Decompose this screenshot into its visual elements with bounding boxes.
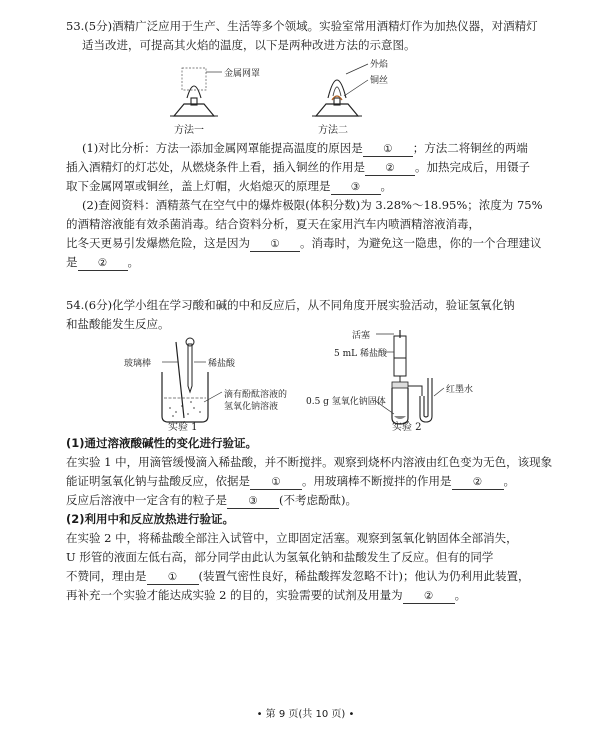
q53-p2-line1: (2)查阅资料：酒精蒸气在空气中的爆炸极限(体积分数)为 3.28%～18.95%；浓度为 75% bbox=[82, 198, 543, 212]
q53-p2-text-c: 比冬天更易引发爆燃危险，这是因为 bbox=[66, 236, 250, 250]
label-metal-net: 金属网罩 bbox=[224, 69, 261, 79]
label-solution-line1: 滴有酚酞溶液的 bbox=[224, 390, 288, 400]
q54-s2-line2: U 形管的液面左低右高，部分同学由此认为氢氧化钠和盐酸发生了反应。但有的同学 bbox=[66, 550, 494, 564]
q53-p1-text-d: 。加热完成后，用镊子 bbox=[415, 160, 530, 174]
q53-intro: 适当改进，可提高其火焰的温度，以下是两种改进方法的示意图。 bbox=[82, 38, 416, 52]
q53-p1-text-a: (1)对比分析：方法一添加金属网罩能提高温度的原因是 bbox=[82, 141, 363, 155]
caption-exp1: 实验 1 bbox=[168, 422, 198, 433]
label-copper-wire: 铜丝 bbox=[370, 76, 389, 86]
label-dilute-hcl-2: 5 mL 稀盐酸 bbox=[334, 349, 387, 359]
q53-p1-blank-3[interactable]: ③ bbox=[331, 180, 381, 195]
label-naoh-solid: 0.5 g 氢氧化钠固体 bbox=[306, 397, 386, 407]
q54-s1-line3 bbox=[66, 491, 357, 509]
q54-s1-text-e: 反应后溶液中一定含有的粒子是 bbox=[66, 493, 227, 507]
q53-header: 53.(5分)酒精广泛应用于生产、生活等多个领域。实验室常用酒精灯作为加热仪器，对酒精灯 bbox=[66, 19, 538, 33]
label-red-ink: 红墨水 bbox=[446, 385, 474, 395]
page-footer: • 第 9 页(共 10 页) • bbox=[256, 709, 355, 720]
q53-p2-line3 bbox=[66, 234, 542, 252]
q53-p2-blank-1[interactable]: ① bbox=[250, 237, 300, 252]
q53-p1-line2 bbox=[66, 158, 530, 176]
label-solution-line2: 氢氧化钠溶液 bbox=[224, 402, 279, 412]
q53-p1-text-f: 。 bbox=[380, 179, 392, 193]
q53-figure-method2 bbox=[296, 52, 456, 140]
q54-s1-text-f: (不考虑酚酞)。 bbox=[279, 493, 357, 507]
label-dilute-hcl-1: 稀盐酸 bbox=[208, 359, 236, 369]
q54-s1-blank-2[interactable]: ② bbox=[452, 475, 504, 490]
q53-p1-text-b: ；方法二将铜丝的两端 bbox=[412, 141, 528, 155]
q53-p1-text-c: 插入酒精灯的灯芯处，从燃烧条件上看，插入铜丝的作用是 bbox=[66, 160, 365, 174]
q54-s2-line4 bbox=[66, 586, 466, 604]
caption-method2: 方法二 bbox=[318, 125, 348, 136]
q54-s2-text-d: (装置气密性良好，稀盐酸挥发忽略不计)；他认为仍利用此装置， bbox=[198, 569, 530, 583]
q54-s2-text-c: 不赞同，理由是 bbox=[66, 569, 147, 583]
beaker-titration-diagram bbox=[118, 332, 318, 434]
q53-p2-line2: 的酒精溶液能有效杀菌消毒。结合资料分析，夏天在家用汽车内喷酒精溶液消毒， bbox=[66, 217, 480, 231]
q54-s2-blank-2[interactable]: ② bbox=[403, 589, 455, 604]
caption-method1: 方法一 bbox=[174, 125, 204, 136]
q53-figure-method1 bbox=[160, 60, 280, 140]
q54-figure-exp1 bbox=[118, 332, 318, 434]
q53-p1-text-e: 取下金属网罩或铜丝，盖上灯帽，火焰熄灭的原理是 bbox=[66, 179, 331, 193]
q53-p1-blank-1[interactable]: ① bbox=[363, 142, 413, 157]
q54-intro: 和盐酸能发生反应。 bbox=[66, 317, 170, 331]
label-piston: 活塞 bbox=[352, 331, 371, 341]
q54-header: 54.(6分)化学小组在学习酸和碱的中和反应后，从不同角度开展实验活动，验证氢氧化钠 bbox=[66, 298, 515, 312]
q54-s1-line2 bbox=[66, 472, 515, 490]
q54-section1-title: (1)通过溶液酸碱性的变化进行验证。 bbox=[66, 436, 258, 450]
q53-p1-blank-2[interactable]: ② bbox=[365, 161, 415, 176]
q53-p2-text-d: 。消毒时，为避免这一隐患，你的一个合理建议 bbox=[300, 236, 542, 250]
q53-p2-line4 bbox=[66, 253, 139, 271]
q53-p1-line3 bbox=[66, 177, 392, 195]
q53-p1-line1 bbox=[82, 139, 528, 157]
label-glass-rod: 玻璃棒 bbox=[124, 359, 152, 369]
q54-s1-blank-1[interactable]: ① bbox=[250, 475, 302, 490]
q54-s2-text-f: 。 bbox=[454, 588, 467, 602]
q54-s2-text-e: 再补充一个实验才能达成实验 2 的目的，实验需要的试剂及用量为 bbox=[66, 588, 403, 602]
q54-s1-line1: 在实验 1 中，用滴管缓慢滴入稀盐酸，并不断搅拌。观察到烧杯内溶液由红色变为无色，该现象 bbox=[66, 455, 553, 469]
q54-s1-text-c: 。用玻璃棒不断搅拌的作用是 bbox=[302, 474, 452, 488]
q54-s1-text-b: 能证明氢氧化钠与盐酸反应，依据是 bbox=[66, 474, 250, 488]
caption-exp2: 实验 2 bbox=[392, 422, 422, 433]
q54-s2-line1: 在实验 2 中，将稀盐酸全部注入试管中，立即固定活塞。观察到氢氧化钠固体全部消失， bbox=[66, 531, 518, 545]
q54-s1-blank-3[interactable]: ③ bbox=[227, 494, 279, 509]
q53-p2-text-e: 是 bbox=[66, 255, 78, 269]
q53-p2-text-f: 。 bbox=[127, 255, 139, 269]
q53-p2-blank-2[interactable]: ② bbox=[78, 256, 128, 271]
q54-s1-text-d: 。 bbox=[503, 474, 515, 488]
q54-s2-blank-1[interactable]: ① bbox=[147, 570, 199, 585]
q54-figure-exp2 bbox=[306, 328, 492, 434]
label-outer-flame: 外焰 bbox=[370, 60, 389, 70]
q54-s2-line3 bbox=[66, 567, 529, 585]
q54-section2-title: (2)利用中和反应放热进行验证。 bbox=[66, 512, 235, 526]
